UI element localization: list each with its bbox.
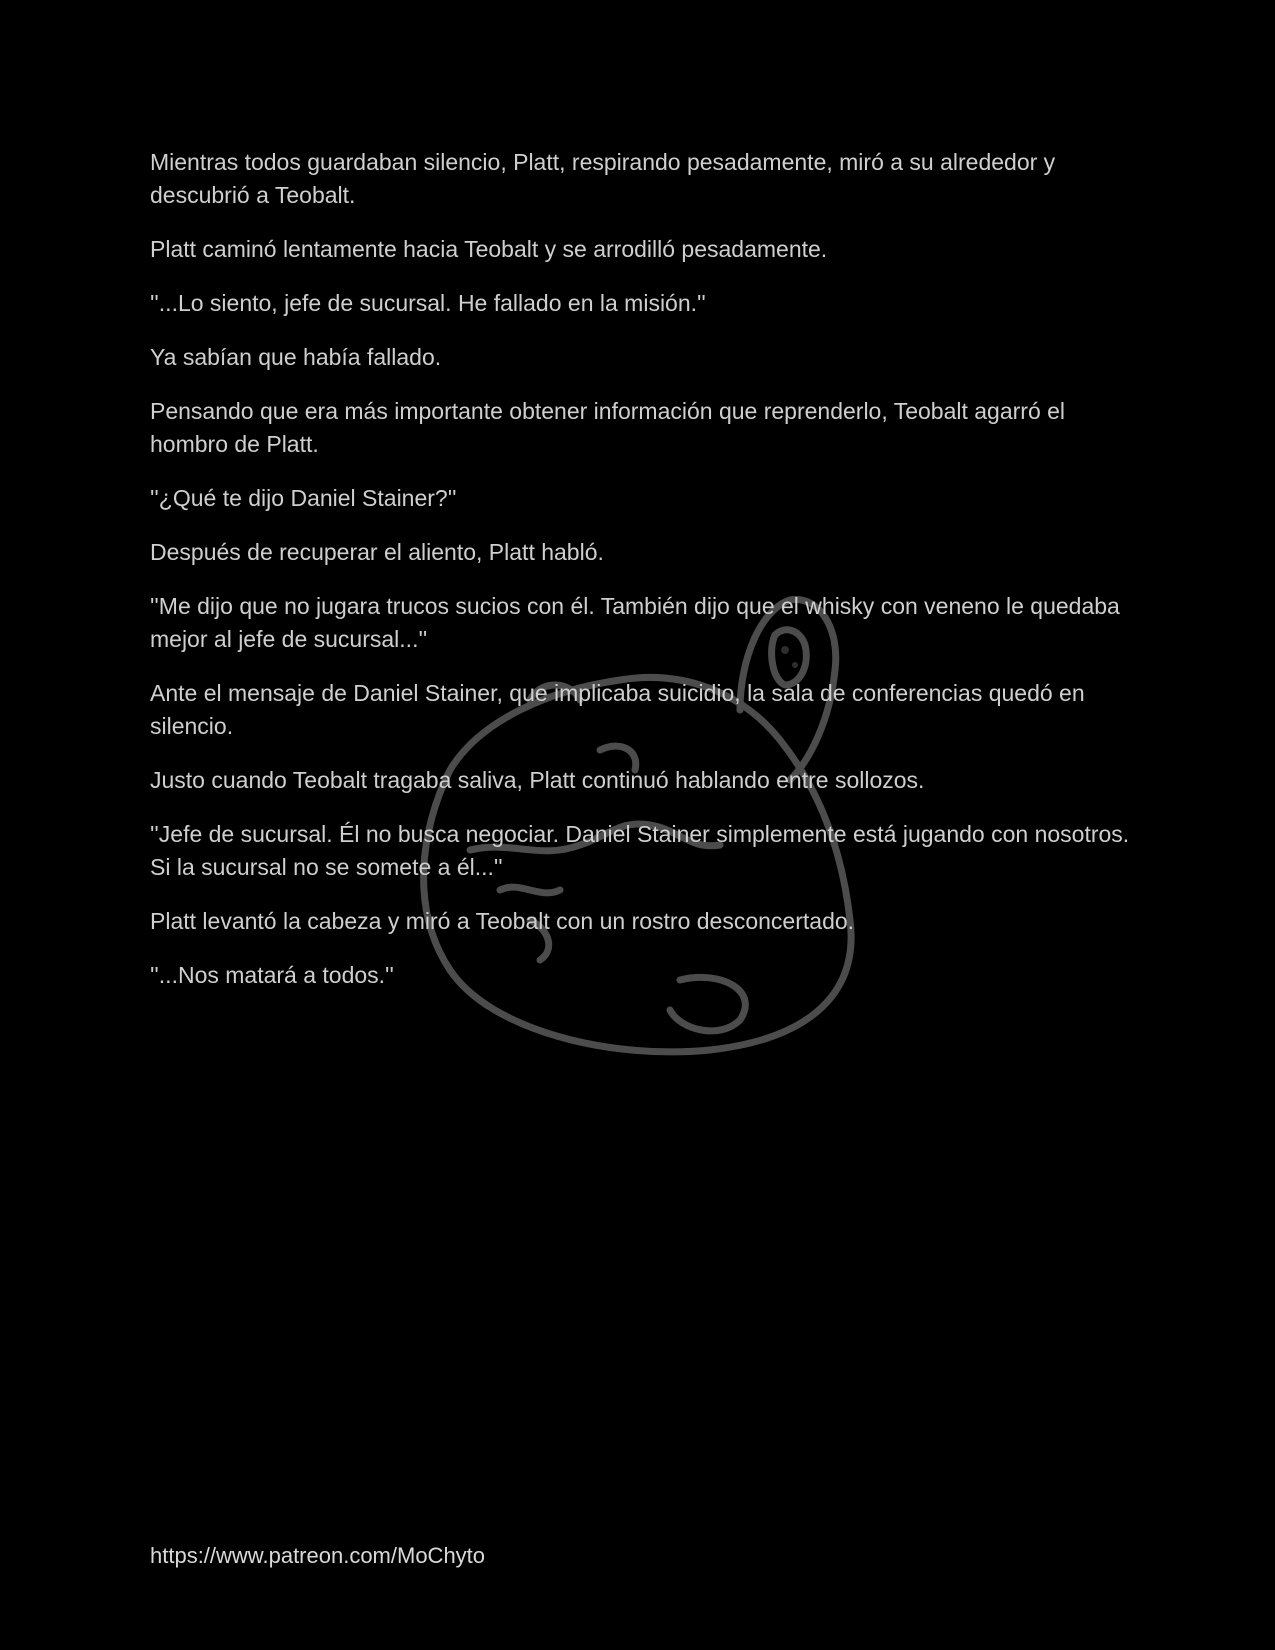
paragraph: ''...Lo siento, jefe de sucursal. He fallado en la misión.'': [150, 290, 706, 316]
paragraph: ''...Nos matará a todos.'': [150, 962, 394, 988]
paragraph: Platt caminó lentamente hacia Teobalt y se arrodilló pesadamente.: [150, 236, 828, 262]
paragraph: Justo cuando Teobalt tragaba saliva, Platt continuó hablando entre sollozos.: [150, 767, 925, 793]
paragraph: Platt levantó la cabeza y miró a Teobalt con un rostro desconcertado.: [150, 908, 855, 934]
paragraph: ''Jefe de sucursal. Él no busca negociar. Daniel Stainer simplemente está jugando con nosotros. Si la sucursal no se somete a él...'': [150, 821, 1130, 880]
paragraph: Después de recuperar el aliento, Platt habló.: [150, 539, 604, 565]
paragraph: ''¿Qué te dijo Daniel Stainer?'': [150, 485, 457, 511]
patreon-link[interactable]: https://www.patreon.com/MoChyto: [150, 1543, 486, 1568]
paragraph: Ante el mensaje de Daniel Stainer, que implicaba suicidio, la sala de conferencias quedó en silencio.: [150, 680, 1085, 739]
paragraph: Mientras todos guardaban silencio, Platt, respirando pesadamente, miró a su alrededor y descubrió a Teobalt.: [150, 149, 1056, 208]
story-text: [150, 146, 1130, 1013]
paragraph: Ya sabían que había fallado.: [150, 344, 442, 370]
paragraph: ''Me dijo que no jugara trucos sucios con él. También dijo que el whisky con veneno le quedaba mejor al jefe de sucursal...'': [150, 593, 1120, 652]
paragraph: Pensando que era más importante obtener información que reprenderlo, Teobalt agarró el hombro de Platt.: [150, 398, 1066, 457]
